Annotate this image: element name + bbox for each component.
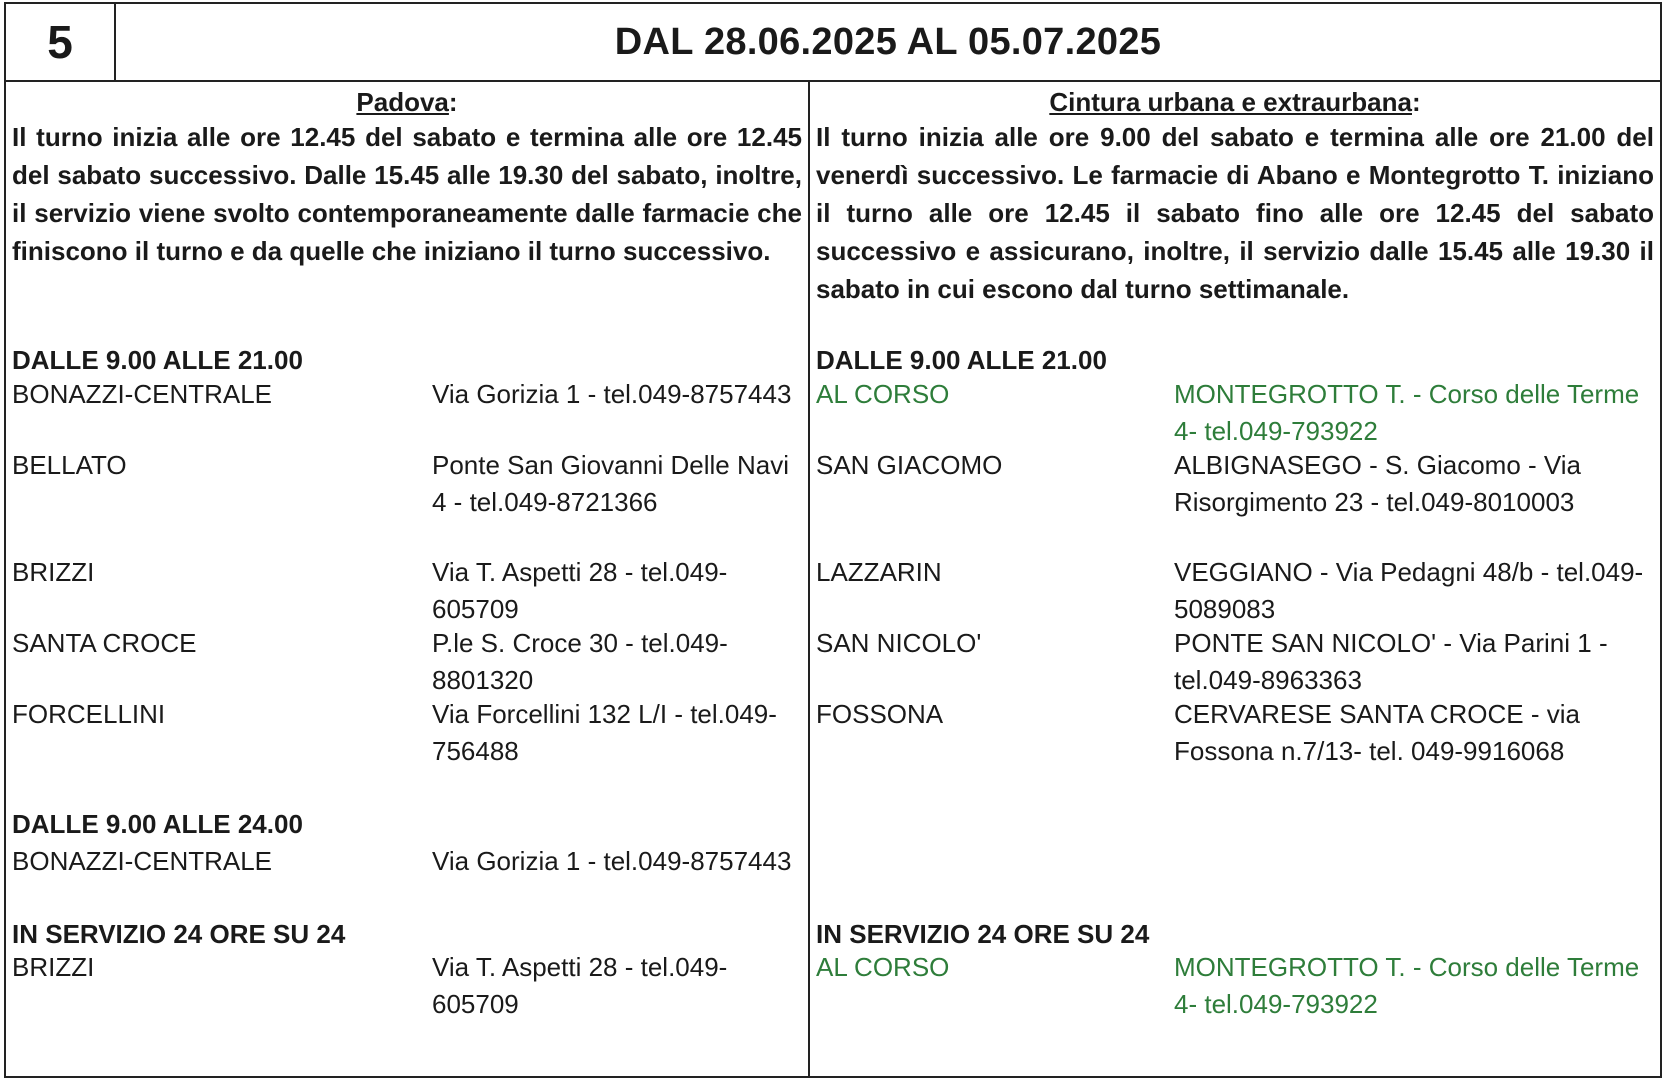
pharmacy-address: MONTEGROTTO T. - Corso delle Terme 4- tel.049-793922 [1174,379,1640,446]
padova-title-text: Padova [356,87,449,117]
cintura-title-colon: : [1411,87,1421,117]
pharmacy-address: Via Gorizia 1 - tel.049-8757443 [432,379,792,409]
cintura-intro: Il turno inizia alle ore 9.00 del sabato e termina alle ore 21.00 del venerdì successivo. Le farmacie di Abano e Montegrotto T. iniziano il turno alle ore 12.45 il sabato fino alle ore 12.45 del sabato successivo e assicurano, inoltre, il servizio dalle 15.45 alle 19.30 il sabato in cui escono dal turno settimanale. [816,122,1654,304]
pharmacy-address: CERVARESE SANTA CROCE - via Fossona n.7/13- tel. 049-9916068 [1174,699,1580,766]
padova-section-24h-title: IN SERVIZIO 24 ORE SU 24 [12,919,346,949]
pharmacy-address: Via T. Aspetti 28 - tel.049-605709 [432,952,728,1019]
padova-title [12,86,802,118]
pharmacy-name: FOSSONA [816,699,944,729]
pharmacy-name: AL CORSO [816,379,950,409]
pharmacy-address: MONTEGROTTO T. - Corso delle Terme 4- tel.049-793922 [1174,952,1640,1019]
pharmacy-address: Via T. Aspetti 28 - tel.049-605709 [432,557,728,624]
pharmacy-name: BRIZZI [12,952,95,982]
pharmacy-name: SANTA CROCE [12,628,197,658]
cintura-section-24h-title: IN SERVIZIO 24 ORE SU 24 [816,919,1150,949]
padova-intro: Il turno inizia alle ore 12.45 del sabato e termina alle ore 12.45 del sabato successivo. Dalle 15.45 alle 19.30 del sabato, inoltre, il servizio viene svolto contemporaneamente dalle farmacie che finiscono il turno e da quelle che iniziano il turno successivo. [12,122,802,266]
cintura-column [810,80,1660,1076]
cintura-title-text: Cintura urbana e extraurbana [1049,87,1412,117]
pharmacy-name: AL CORSO [816,952,950,982]
cintura-title [816,86,1654,118]
pharmacy-name: BELLATO [12,450,127,480]
pharmacy-name: SAN GIACOMO [816,450,1003,480]
padova-title-colon: : [448,87,458,117]
turni-table [4,2,1662,1078]
period-title: DAL 28.06.2025 AL 05.07.2025 [614,20,1162,63]
pharmacy-name: LAZZARIN [816,557,942,587]
pharmacy-address: PONTE SAN NICOLO' - Via Parini 1 - tel.049-8963363 [1174,628,1608,695]
pharmacy-name: BRIZZI [12,557,95,587]
pharmacy-name: BONAZZI-CENTRALE [12,379,273,409]
pharmacy-address: ALBIGNASEGO - S. Giacomo - Via Risorgimento 23 - tel.049-8010003 [1174,450,1581,517]
week-number: 5 [6,4,116,80]
pharmacy-address: Via Gorizia 1 - tel.049-8757443 [432,846,792,876]
cintura-section-9-21-title: DALLE 9.00 ALLE 21.00 [816,345,1107,375]
pharmacy-name: FORCELLINI [12,699,166,729]
pharmacy-address: Ponte San Giovanni Delle Navi 4 - tel.049-8721366 [432,450,789,517]
pharmacy-address: VEGGIANO - Via Pedagni 48/b - tel.049-5089083 [1174,557,1644,624]
pharmacy-name: SAN NICOLO' [816,628,982,658]
padova-section-9-24-title: DALLE 9.00 ALLE 24.00 [12,809,303,839]
pharmacy-address: Via Forcellini 132 L/I - tel.049-756488 [432,699,777,766]
pharmacy-name: BONAZZI-CENTRALE [12,846,273,876]
padova-section-9-21-title: DALLE 9.00 ALLE 21.00 [12,345,303,375]
pharmacy-address: P.le S. Croce 30 - tel.049-8801320 [432,628,728,695]
padova-column [6,80,808,1076]
header-row [6,4,1660,82]
